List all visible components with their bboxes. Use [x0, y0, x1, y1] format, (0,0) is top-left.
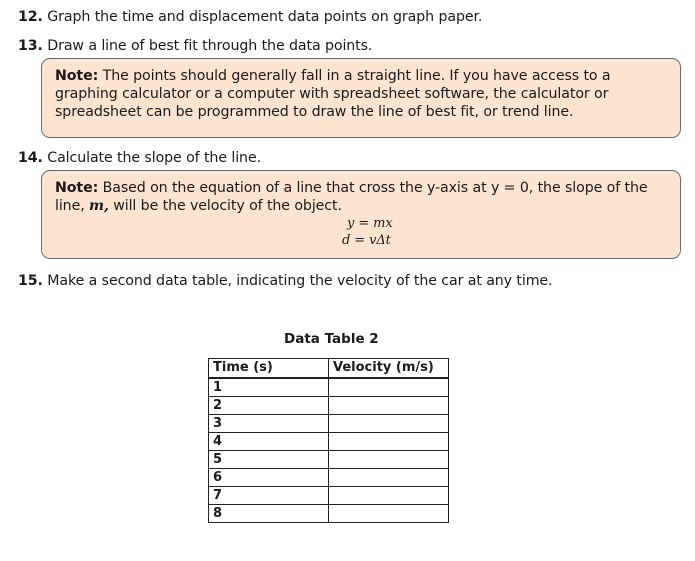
item-text: Calculate the slope of the line. [47, 150, 261, 166]
table-row [209, 504, 449, 522]
velocity-cell[interactable] [329, 504, 449, 522]
time-cell: 4 [209, 432, 329, 450]
table-row [209, 486, 449, 504]
note-text: The points should generally fall in a straight line. If you have access to a [102, 68, 611, 84]
table-header-row [209, 359, 449, 378]
note-box-best-fit [41, 58, 681, 138]
velocity-cell[interactable] [329, 432, 449, 450]
note-text: Based on the equation of a line that cross the y-axis at y = 0, the slope of the [102, 180, 648, 196]
note-line: graphing calculator or a computer with spreadsheet software, the calculator or [55, 86, 609, 102]
note-text: will be the velocity of the object. [113, 198, 342, 214]
note-text: line, [55, 198, 85, 214]
item-number: 12. [18, 9, 43, 25]
variable-m: m, [89, 198, 109, 214]
item-number: 13. [18, 38, 43, 54]
item-number: 15. [18, 273, 43, 289]
note-line: spreadsheet can be programmed to draw the line of best fit, or trend line. [55, 104, 574, 120]
table-row [209, 378, 449, 397]
time-cell: 3 [209, 414, 329, 432]
note-line [55, 197, 668, 215]
column-header-time: Time (s) [209, 359, 329, 378]
velocity-cell[interactable] [329, 450, 449, 468]
table-row [209, 432, 449, 450]
item-15 [18, 273, 552, 289]
velocity-cell[interactable] [329, 414, 449, 432]
item-13 [18, 38, 372, 54]
velocity-cell[interactable] [329, 486, 449, 504]
velocity-cell[interactable] [329, 396, 449, 414]
item-number: 14. [18, 150, 43, 166]
data-table-2 [208, 358, 449, 523]
note-line [55, 67, 668, 85]
table-row [209, 468, 449, 486]
table-row [209, 396, 449, 414]
item-text: Graph the time and displacement data points on graph paper. [47, 9, 483, 25]
time-cell: 1 [209, 378, 329, 397]
time-cell: 7 [209, 486, 329, 504]
velocity-cell[interactable] [329, 468, 449, 486]
velocity-cell[interactable] [329, 378, 449, 397]
table-title: Data Table 2 [284, 331, 379, 347]
item-text: Make a second data table, indicating the velocity of the car at any time. [47, 273, 553, 289]
note-line [55, 179, 668, 197]
time-cell: 8 [209, 504, 329, 522]
note-box-slope [41, 170, 681, 259]
equation-line: y = mx [347, 216, 393, 231]
item-text: Draw a line of best fit through the data points. [47, 38, 373, 54]
time-cell: 5 [209, 450, 329, 468]
table-row [209, 450, 449, 468]
note-label: Note: [55, 180, 99, 196]
equation-displacement: d = vΔt [342, 233, 391, 248]
item-14 [18, 150, 261, 166]
column-header-velocity: Velocity (m/s) [329, 359, 449, 378]
table-row [209, 414, 449, 432]
item-12 [18, 9, 482, 25]
time-cell: 6 [209, 468, 329, 486]
time-cell: 2 [209, 396, 329, 414]
note-label: Note: [55, 68, 99, 84]
